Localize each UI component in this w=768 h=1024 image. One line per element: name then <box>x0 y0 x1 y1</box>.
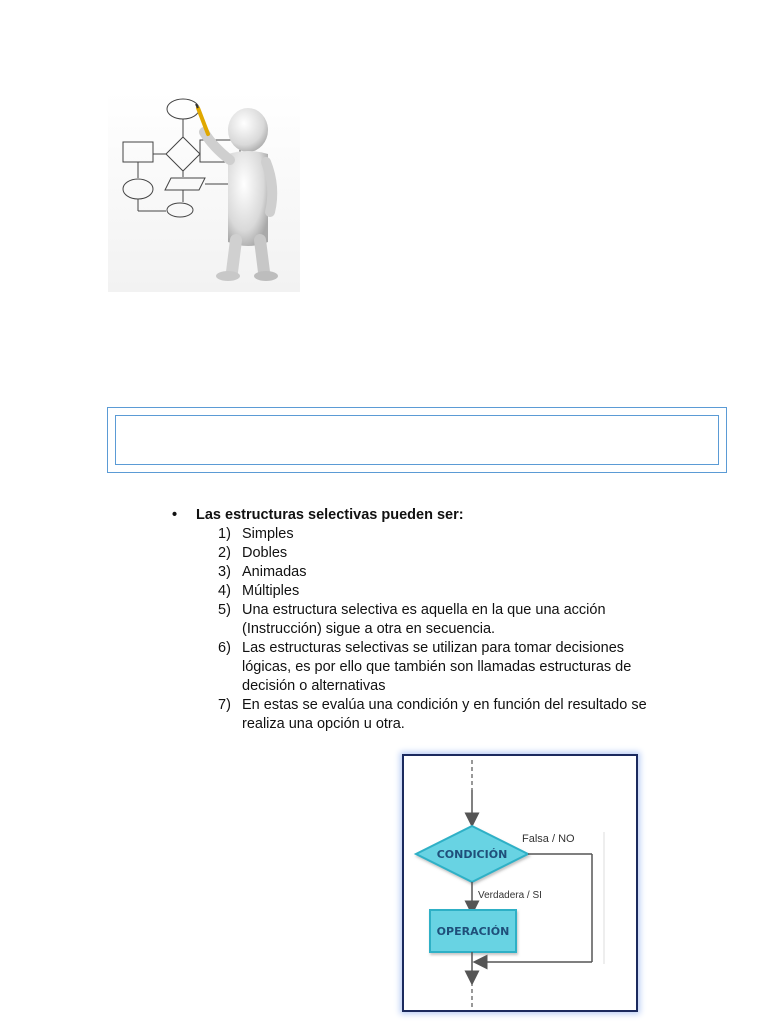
list-item <box>218 639 662 696</box>
list-item-text: Animadas <box>242 564 307 580</box>
numbered-list <box>172 525 662 734</box>
title-frame <box>107 407 727 473</box>
list-item <box>218 544 662 563</box>
list-item-text: Dobles <box>242 545 288 561</box>
list-item <box>218 696 662 734</box>
list-item <box>218 563 662 582</box>
list-item-text: Simples <box>242 526 294 542</box>
list-item-text: Múltiples <box>242 583 300 599</box>
list-item-number: 7) <box>218 697 231 713</box>
bullet-symbol: • <box>172 507 178 523</box>
list-item-number: 3) <box>218 564 231 580</box>
title-frame-inner <box>115 415 719 465</box>
list-item-number: 6) <box>218 640 231 656</box>
list-item-number: 5) <box>218 602 231 618</box>
true-label: Verdadera / SI <box>478 890 542 901</box>
person-drawing-flowchart-icon <box>108 92 300 292</box>
selective-structure-flowchart <box>402 754 638 1012</box>
list-item-number: 1) <box>218 526 231 542</box>
list-item-text: Una estructura selectiva es aquella en la que una acción (Instrucción) sigue a otra en secuencia. <box>242 602 606 637</box>
condition-label: CONDICIÓN <box>436 848 508 861</box>
bullet-heading-row <box>172 506 662 525</box>
bullet-heading: Las estructuras selectivas pueden ser: <box>196 507 464 523</box>
list-item-text: En estas se evalúa una condición y en función del resultado se realiza una opción u otra. <box>242 697 647 732</box>
list-item-number: 2) <box>218 545 231 561</box>
false-label: Falsa / NO <box>522 833 575 845</box>
list-item-number: 4) <box>218 583 231 599</box>
list-item <box>218 525 662 544</box>
list-item <box>218 601 662 639</box>
list-item-text: Las estructuras selectivas se utilizan para tomar decisiones lógicas, es por ello que también son llamadas estructuras de decisión o alternativas <box>242 640 632 694</box>
content-section <box>172 506 662 734</box>
list-item <box>218 582 662 601</box>
operation-label: OPERACIÓN <box>436 925 510 938</box>
